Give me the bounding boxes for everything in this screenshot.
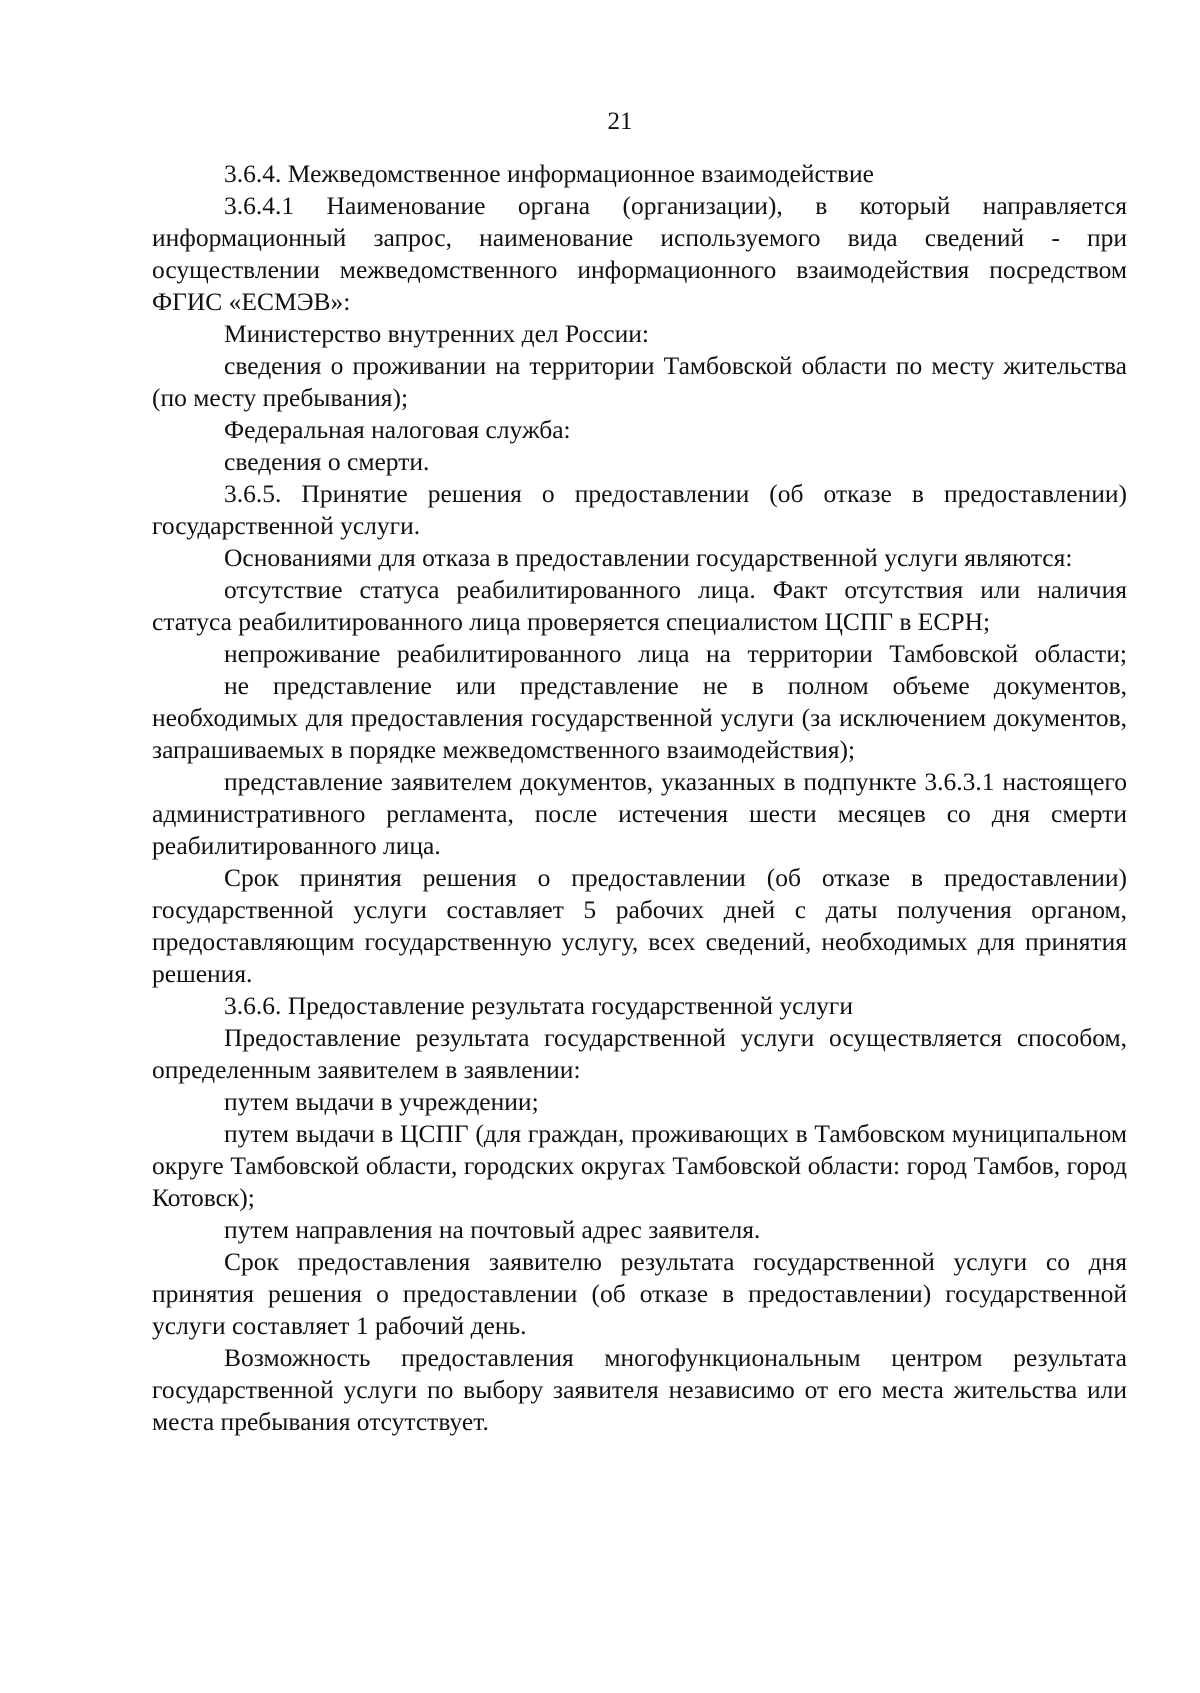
paragraph-non-residence: непроживание реабилитированного лица на территории Тамбовской области; (224, 639, 1127, 668)
paragraph-refusal-grounds: Основаниями для отказа в предоставлении государственной услуги являются: (224, 543, 1073, 572)
paragraph-issue-institution: путем выдачи в учреждении; (224, 1087, 539, 1116)
paragraph-mvd: Министерство внутренних дел России: (224, 319, 649, 348)
section-heading-3-6-5: 3.6.5. Принятие решения о предоставлении (об отказе в предоставлении) государственной услуги. (152, 479, 1127, 540)
paragraph-result-method: Предоставление результата государственной услуги осуществляется способом, определенным заявителем в заявлении: (152, 1023, 1127, 1084)
paragraph-residence-info: сведения о проживании на территории Тамбовской области по месту жительства (по месту пребывания); (152, 351, 1127, 412)
paragraph-postal: путем направления на почтовый адрес заявителя. (224, 1215, 761, 1244)
paragraph-3-6-4-1: 3.6.4.1 Наименование органа (организации), в который направляется информационный запрос, наименование используемого вида сведений - при осуществлении межведомственного информационного взаимодействия посредством ФГИС «ЕСМЭВ»: (152, 191, 1127, 316)
paragraph-late-submission: представление заявителем документов, указанных в подпункте 3.6.3.1 настоящего административного регламента, после истечения шести месяцев со дня смерти реабилитированного лица. (152, 767, 1127, 860)
paragraph-result-term: Срок предоставления заявителю результата государственной услуги со дня принятия решения о предоставлении (об отказе в предоставлении) государственной услуги составляет 1 рабочий день. (152, 1247, 1127, 1340)
document-body (152, 158, 1127, 1438)
paragraph-decision-term: Срок принятия решения о предоставлении (об отказе в предоставлении) государственной услуги составляет 5 рабочих дней с даты получения органом, предоставляющим государственную услугу, всех сведений, необходимых для принятия решения. (152, 863, 1127, 988)
section-heading-3-6-4: 3.6.4. Межведомственное информационное взаимодействие (224, 159, 874, 188)
paragraph-incomplete-docs: не представление или представление не в полном объеме документов, необходимых для предоставления государственной услуги (за исключением документов, запрашиваемых в порядке межведомственного взаимодействия); (152, 671, 1127, 764)
paragraph-mfc: Возможность предоставления многофункциональным центром результата государственной услуги по выбору заявителя независимо от его места жительства или места пребывания отсутствует. (152, 1343, 1127, 1436)
section-heading-3-6-6: 3.6.6. Предоставление результата государственной услуги (224, 991, 854, 1020)
paragraph-death-info: сведения о смерти. (224, 447, 430, 476)
paragraph-issue-cspg: путем выдачи в ЦСПГ (для граждан, проживающих в Тамбовском муниципальном округе Тамбовской области, городских округах Тамбовской области: город Тамбов, город Котовск); (152, 1119, 1127, 1212)
paragraph-tax-service: Федеральная налоговая служба: (224, 415, 571, 444)
paragraph-no-status: отсутствие статуса реабилитированного лица. Факт отсутствия или наличия статуса реабилитированного лица проверяется специалистом ЦСПГ в ЕСРН; (152, 575, 1127, 636)
page-number: 21 (607, 108, 633, 135)
